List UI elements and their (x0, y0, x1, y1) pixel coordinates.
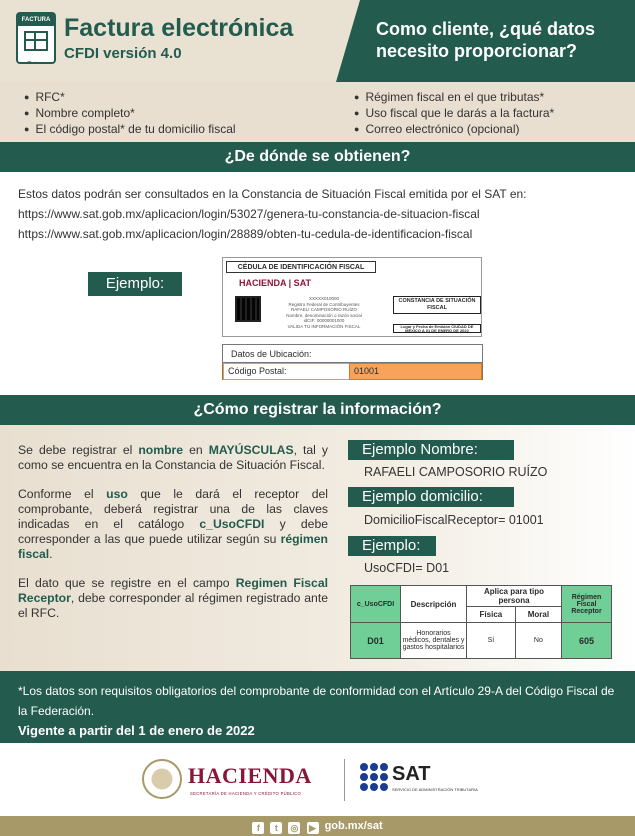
instagram-icon[interactable]: ◎ (288, 822, 300, 834)
example-name-value: RAFAELI CAMPOSORIO RUÍZO (364, 465, 548, 479)
table-header-fisica: Física (467, 607, 516, 623)
card-line: Nombre, denominación o razón social (286, 312, 362, 318)
table-header-clave: c_UsoCFDI (351, 586, 401, 623)
table-cell-regimen: 605 (562, 623, 612, 659)
location-header: Datos de Ubicación: (223, 345, 482, 363)
qr-code-icon (235, 296, 261, 322)
logos-bar (0, 743, 635, 816)
youtube-icon[interactable]: ▶ (307, 822, 319, 834)
card-line: XXXXX010000 (308, 296, 340, 301)
source-heading: ¿De dónde se obtienen? (0, 142, 635, 172)
uso-cfdi-table (350, 585, 612, 659)
postal-code-value: 01001 (349, 363, 482, 380)
source-link-2[interactable]: https://www.sat.gob.mx/aplicacion/login/28889/obten-tu-cedula-de-identificacion-fiscal (18, 227, 473, 241)
fiscal-id-card-image (222, 257, 482, 337)
sat-dots-icon (360, 763, 388, 791)
required-list-left (24, 90, 236, 138)
list-item: ● Uso fiscal que le darás a la factura* (354, 106, 554, 122)
example-name-label: Ejemplo Nombre: (348, 440, 514, 460)
signature-icon: ～ (26, 58, 36, 69)
example-domicile-label: Ejemplo domicilio: (348, 487, 514, 507)
hacienda-logo: HACIENDA (188, 763, 312, 788)
table-cell-fisica: Sí (467, 623, 516, 659)
example-use-label: Ejemplo: (348, 536, 436, 556)
table-cell-moral: No (515, 623, 561, 659)
header-question: Como cliente, ¿qué datos necesito proporcionar? (376, 19, 596, 61)
card-constancia-box: CONSTANCIA DE SITUACIÓN FISCAL (393, 296, 481, 314)
list-item: ● Correo electrónico (opcional) (354, 122, 554, 138)
list-item: ● Nombre completo* (24, 106, 236, 122)
invoice-icon-tag: FACTURA (18, 14, 54, 26)
sat-logo: SAT (392, 763, 431, 785)
register-heading: ¿Cómo registrar la información? (0, 395, 635, 425)
card-date-box: Lugar y Fecha de Emisión CIUDAD DE MÉXICO A 01 DE ENERO DE 2022 (393, 324, 481, 333)
legal-note-text: *Los datos son requisitos obligatorios del comprobante de conformidad con el Artículo 29-A del Código Fiscal de la Federación. (18, 684, 615, 718)
postal-code-label: Código Postal: (223, 363, 349, 380)
table-header-desc: Descripción (401, 586, 467, 623)
card-lines (269, 296, 379, 329)
postal-code-row (223, 363, 482, 380)
list-item: ● RFC* (24, 90, 236, 106)
example-domicile-value: DomicilioFiscalReceptor= 01001 (364, 513, 544, 527)
twitter-icon[interactable]: t (270, 822, 282, 834)
card-line: idCIF: 00000001000 (303, 318, 345, 323)
list-item: ● El código postal* de tu domicilio fiscal (24, 122, 236, 138)
legal-note (0, 671, 635, 743)
page-title: Factura electrónica (64, 14, 294, 42)
required-data-section (0, 82, 635, 142)
table-header-regimen: Régimen Fiscal Receptor (562, 586, 612, 623)
register-instructions (18, 443, 328, 635)
card-line: VALIDA TU INFORMACIÓN FISCAL (287, 323, 361, 329)
invoice-icon (16, 12, 56, 69)
national-seal-icon (142, 759, 182, 799)
footer-link[interactable]: gob.mx/sat (324, 820, 383, 832)
facebook-icon[interactable]: f (252, 822, 264, 834)
sat-subtitle: SERVICIO DE ADMINISTRACIÓN TRIBUTARIA (392, 787, 478, 792)
hacienda-subtitle: SECRETARÍA DE HACIENDA Y CRÉDITO PÚBLICO (190, 791, 302, 796)
instruction-regimen: El dato que se registre en el campo Regimen Fiscal Receptor, debe corresponder al régimen registrado ante el RFC. (18, 576, 328, 620)
table-header-moral: Moral (515, 607, 561, 623)
source-paragraph (18, 184, 625, 244)
example-label: Ejemplo: (88, 272, 182, 296)
footer (0, 816, 635, 836)
required-list-right (354, 90, 554, 138)
valid-from-text: Vigente a partir del 1 de enero de 2022 (18, 723, 255, 738)
location-table (222, 344, 483, 380)
source-link-1[interactable]: https://www.sat.gob.mx/aplicacion/login/53027/genera-tu-constancia-de-situacion-fiscal (18, 207, 480, 221)
table-cell-desc: Honorarios médicos, dentales y gastos hospitalarios (401, 623, 467, 659)
table-header-aplica: Aplica para tipo persona (467, 586, 562, 607)
list-item: ● Régimen fiscal en el que tributas* (354, 90, 554, 106)
instruction-name: Se debe registrar el nombre en MAYÚSCULAS, tal y como se encuentra en la Constancia de Situación Fiscal. (18, 443, 329, 472)
table-cell-clave: D01 (351, 623, 401, 659)
card-line: Registro Federal de Contribuyentes (288, 301, 360, 307)
logo-divider (344, 759, 345, 801)
header (0, 0, 635, 82)
card-line: RAFAELI CAMPOSORIO RUÍZO (290, 307, 357, 312)
page-subtitle: CFDI versión 4.0 (64, 45, 182, 62)
card-logo: HACIENDA | SAT (239, 278, 312, 288)
invoice-grid-icon (24, 31, 48, 51)
example-use-value: UsoCFDI= D01 (364, 561, 450, 575)
card-title: CÉDULA DE IDENTIFICACIÓN FISCAL (226, 261, 376, 273)
source-text: Estos datos podrán ser consultados en la Constancia de Situación Fiscal emitida por el SAT en: (18, 187, 527, 201)
instruction-use: Conforme el uso que le dará el receptor del comprobante, deberá registrar una de las claves indicadas en el catálogo c_UsoCFDI y debe corresponder a las que puede utilizar según su régimen fiscal. (18, 487, 328, 561)
table-row (351, 623, 612, 659)
